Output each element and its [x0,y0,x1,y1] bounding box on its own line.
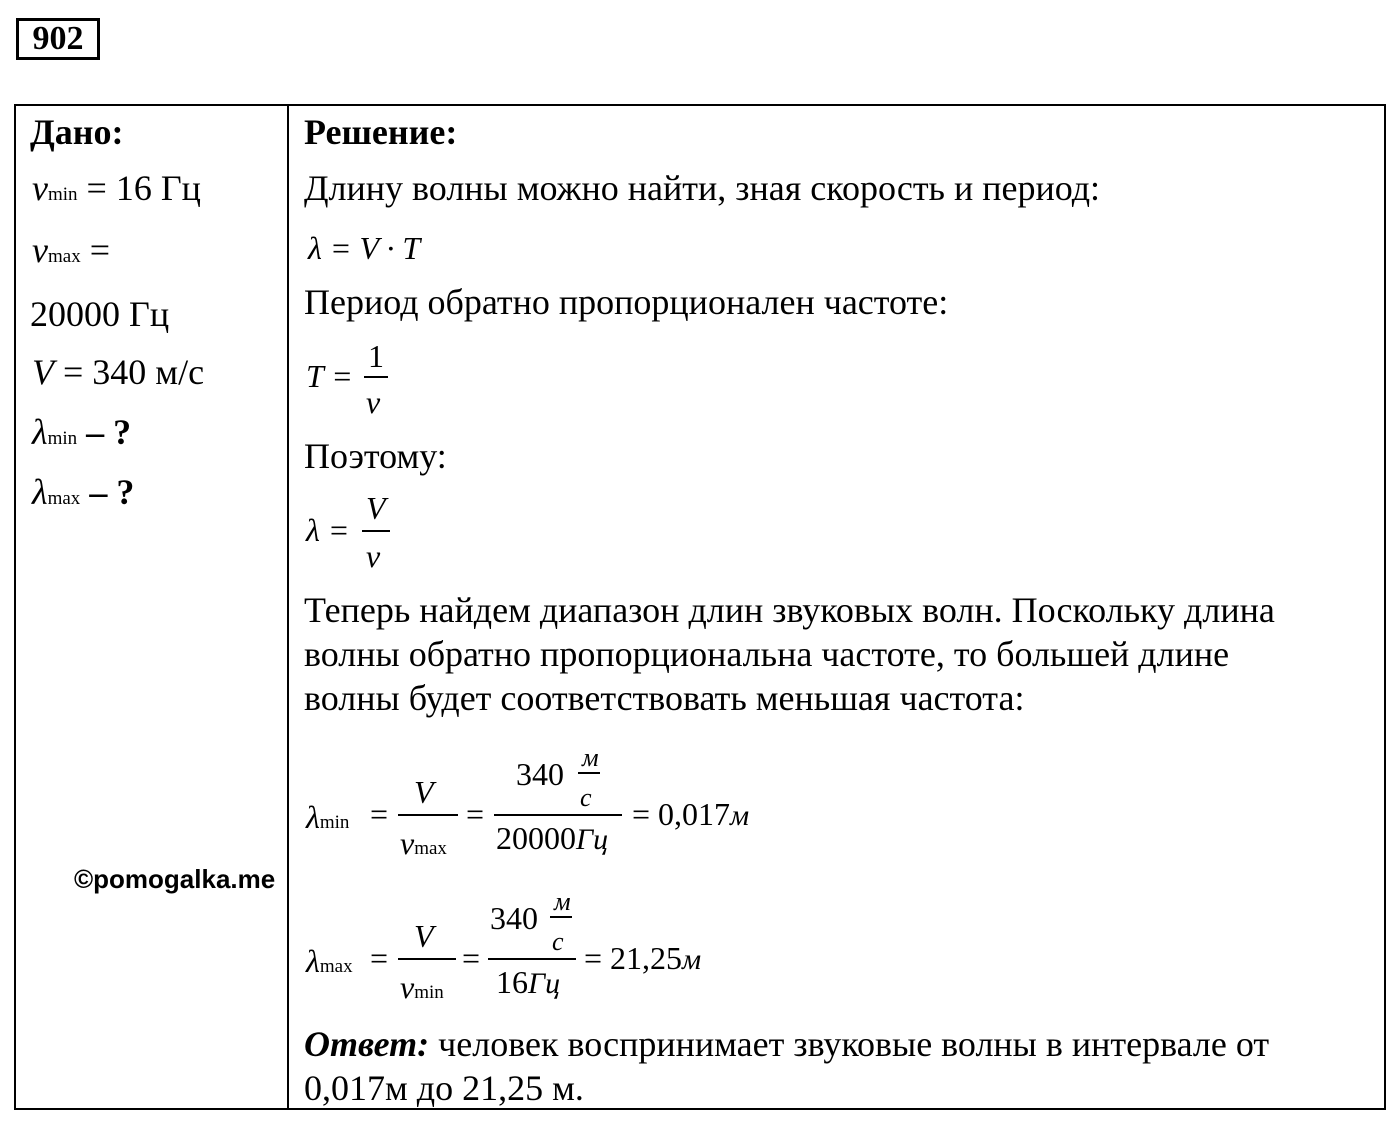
unit-denominator: с [580,783,592,812]
formula-lambda-min-num1: V [414,774,434,810]
fraction-bar [488,958,576,960]
solution-paragraph-2: Период обратно пропорционален частоте: [304,282,949,322]
solution-paragraph-3: Поэтому: [304,436,447,476]
unit-numerator: м [554,887,571,916]
formula-lambda-max-num1: V [414,918,434,954]
fraction-bar [362,530,390,532]
solution-paragraph-4-line-2: волны обратно пропорциональна частоте, то большей длине [304,634,1230,674]
unit-denominator: с [552,927,564,956]
formula-lambda-min-lhs: λmin [306,799,350,835]
solution-paragraph-4-line-3: волны будет соответствовать меньшая частота: [304,678,1025,718]
fraction-bar [364,376,388,378]
formula-lambda-min-num2: 340 [516,756,564,792]
unit-numerator: м [582,743,599,772]
formula-period-lhs: T = [306,358,353,394]
problem-number: 902 [16,18,100,60]
solution-title: Решение: [304,112,458,152]
given-title: Дано: [30,112,124,152]
formula-lambda-max-den1: νmin [400,969,444,1005]
given-nu-max-value: 20000 Гц [30,294,170,334]
formula-lambda-max-lhs: λmax [306,943,353,979]
fraction-bar [494,814,622,816]
formula-lambda-max-den2: 16Гц [496,964,561,1000]
solution-paragraph-4-line-1: Теперь найдем диапазон длин звуковых волн. Поскольку длина [304,590,1275,630]
equals-sign: = [462,940,481,976]
column-divider [287,104,289,1110]
formula-lambda-vt: λ = V · T [308,230,421,266]
given-velocity: V = 340 м/с [32,352,205,392]
equals-sign: = [370,940,389,976]
given-lambda-min: λmin – ? [32,412,132,452]
formula-period-den: ν [366,384,381,420]
fraction-bar [578,772,600,774]
formula-lambda-min-result: = 0,017м [632,796,750,832]
equals-sign: = [370,796,389,832]
given-lambda-max: λmax – ? [32,472,135,512]
fraction-bar [398,814,458,816]
answer-line-2: 0,017м до 21,25 м. [304,1068,584,1108]
formula-lambda-min-den1: νmax [400,825,447,861]
equals-sign: = [466,796,485,832]
formula-lambda-den: ν [366,538,381,574]
solution-paragraph-1: Длину волны можно найти, зная скорость и период: [304,168,1101,208]
formula-lambda-num: V [366,490,386,526]
formula-lambda-lhs: λ = [306,512,350,548]
fraction-bar [550,916,572,918]
answer-label: Ответ: [304,1024,430,1064]
fraction-bar [398,958,456,960]
formula-lambda-max-result: = 21,25м [584,940,702,976]
given-nu-min: νmin = 16 Гц [32,168,201,208]
watermark: ©pomogalka.me [74,864,276,894]
given-nu-max: νmax = [32,230,111,270]
formula-lambda-max-num2: 340 [490,900,538,936]
formula-period-num: 1 [368,338,384,374]
answer-line-1: Ответ: человек воспринимает звуковые волны в интервале от [304,1024,1270,1064]
formula-lambda-min-den2: 20000Гц [496,820,609,856]
